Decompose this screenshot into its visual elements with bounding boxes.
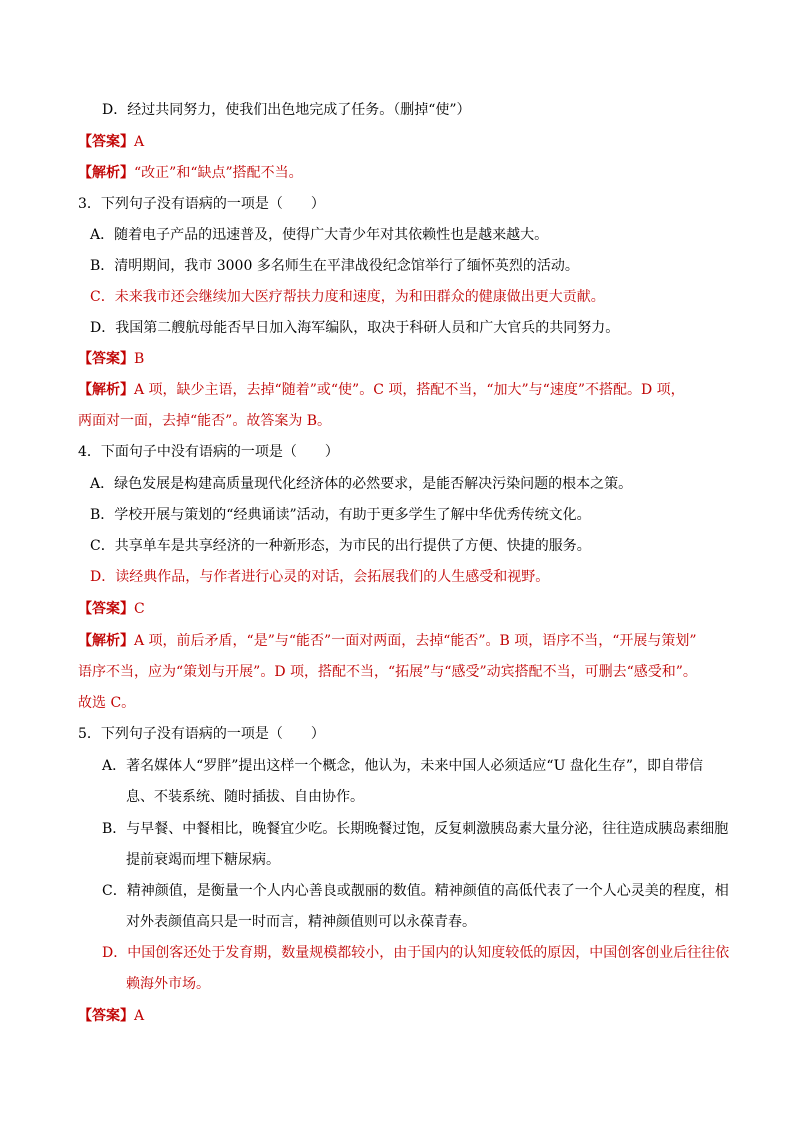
answer-tag: 【答案】 [78,134,134,150]
analysis-tag: 【解析】 [78,165,134,181]
q3-analysis-line1: A 项，缺少主语，去掉“随着”或“使”。C 项，搭配不当，“加大”与“速度”不搭配。D 项， [134,382,685,398]
q4-option-a: A．绿色发展是构建高质量现代化经济体的必然要求，是能否解决污染问题的根本之策。 [90,476,633,492]
q4-option-d: D．读经典作品，与作者进行心灵的对话，会拓展我们的人生感受和视野。 [90,569,550,585]
q4-answer-row [78,600,145,618]
q3-analysis-line2: 两面对一面，去掉“能否”。故答案为 B。 [78,413,332,429]
q5-option-b-line1: B．与早餐、中餐相比，晚餐宜少吃。长期晚餐过饱，反复刺激胰岛素大量分泌，往往造成胰岛素细胞 [102,821,729,837]
q3-option-c: C．未来我市还会继续加大医疗帮扶力度和速度，为和田群众的健康做出更大贡献。 [90,289,605,305]
answer-tag: 【答案】 [78,601,134,617]
q5-option-d-line2: 赖海外市场。 [126,976,210,992]
q4-analysis-line2: 语序不当，应为“策划与开展”。D 项，搭配不当，“拓展”与“感受”动宾搭配不当，可删去“感受和”。 [78,664,697,680]
q5-option-a-line2: 息、不装系统、随时插拔、自由协作。 [126,789,364,805]
q3-analysis-row [78,381,685,399]
q2-analysis-row [78,164,303,182]
q3-answer-row [78,350,144,368]
analysis-tag: 【解析】 [78,633,134,649]
analysis-tag: 【解析】 [78,382,134,398]
q5-answer-value: A [134,1008,145,1024]
q5-option-c-line2: 对外表颜值高只是一时而言，精神颜值则可以永葆青春。 [126,914,476,930]
q4-analysis-line3: 故选 C。 [78,695,136,711]
q5-option-c-line1: C．精神颜值，是衡量一个人内心善良或靓丽的数值。精神颜值的高低代表了一个人心灵美的程度，相 [102,883,729,899]
q3-stem: 3．下列句子没有语病的一项是（ ） [78,196,325,212]
q4-analysis-row [78,632,697,650]
answer-tag: 【答案】 [78,351,134,367]
q2-answer-value: A [134,134,145,150]
q5-answer-row [78,1007,144,1025]
q2-option-d: D．经过共同努力，使我们出色地完成了任务。（删掉“使”） [102,102,471,118]
q5-option-d-line1: D．中国创客还处于发育期，数量规模都较小，由于国内的认知度较低的原因，中国创客创业后往往依 [102,945,730,961]
q2-answer-row [78,133,144,151]
q4-analysis-line1: A 项，前后矛盾，“是”与“能否”一面对两面，去掉“能否”。B 项，语序不当，“开展与策划” [134,633,697,649]
q4-answer-value: C [134,601,145,617]
q3-option-a: A．随着电子产品的迅速普及，使得广大青少年对其依赖性也是越来越大。 [90,227,549,243]
q3-answer-value: B [134,351,145,367]
q4-option-c: C．共享单车是共享经济的一种新形态，为市民的出行提供了方便、快捷的服务。 [90,538,591,554]
q5-option-a-line1: A．著名媒体人“罗胖”提出这样一个概念，他认为，未来中国人必须适应“U 盘化生存”，即自带信 [102,758,703,774]
q4-option-b: B．学校开展与策划的“经典诵读”活动，有助于更多学生了解中华优秀传统文化。 [90,507,591,523]
q5-option-b-line2: 提前衰竭而埋下糖尿病。 [126,852,280,868]
q4-stem: 4．下面句子中没有语病的一项是（ ） [78,444,339,460]
q3-option-b: B．清明期间，我市 3000 多名师生在平津战役纪念馆举行了缅怀英烈的活动。 [90,258,579,274]
answer-tag: 【答案】 [78,1008,134,1024]
q3-option-d: D．我国第二艘航母能否早日加入海军编队，取决于科研人员和广大官兵的共同努力。 [90,320,620,336]
q5-stem: 5．下列句子没有语病的一项是（ ） [78,726,325,742]
q2-analysis-text: “改正”和“缺点”搭配不当。 [134,165,303,181]
